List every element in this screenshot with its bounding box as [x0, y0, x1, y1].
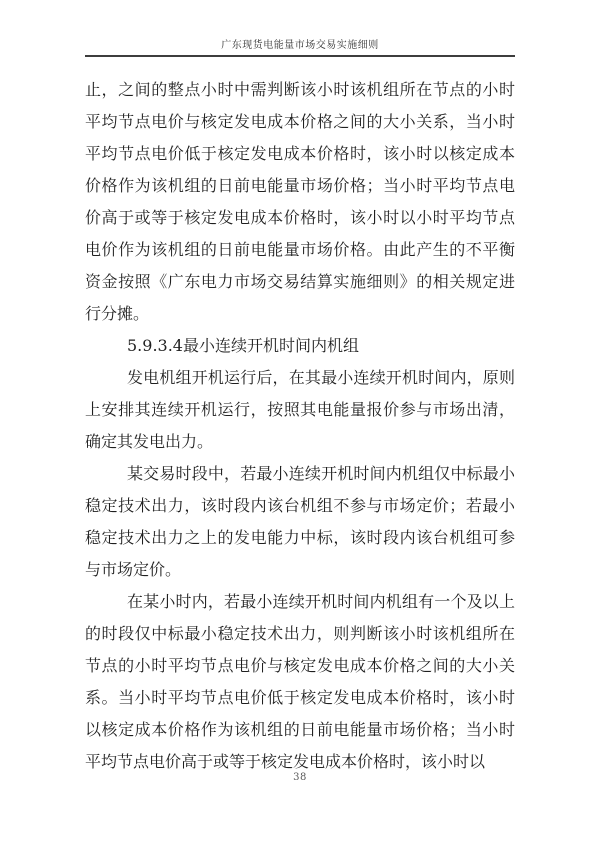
document-title: 广东现货电能量市场交易实施细则 [221, 40, 379, 51]
paragraph-continuation: 止，之间的整点小时中需判断该小时该机组所在节点的小时平均节点电价与核定发电成本价格之间的大小关系，当小时平均节点电价低于核定发电成本价格时，该小时以核定成本价格作为该机组的日前电能量市场价格；当小时平均节点电价高于或等于核定发电成本价格时，该小时以小时平均节点电价作为该机组的日前电能量市场价格。由此产生的不平衡资金按照《广东电力市场交易结算实施细则》的相关规定进行分摊。 [85, 80, 515, 323]
section-heading-5-9-3-4: 5.9.3.4最小连续开机时间内机组 [127, 336, 359, 355]
page-header [85, 0, 515, 57]
paragraph-min-runtime-1: 发电机组开机运行后，在其最小连续开机时间内，原则上安排其连续开机运行，按照其电能量报价参与市场出清，确定其发电出力。 [85, 368, 515, 451]
page-footer [0, 772, 600, 783]
header-divider [85, 55, 515, 57]
paragraph-min-runtime-2: 某交易时段中，若最小连续开机时间内机组仅中标最小稳定技术出力，该时段内该台机组不参与市场定价；若最小稳定技术出力之上的发电能力中标，该时段内该台机组可参与市场定价。 [85, 464, 515, 579]
document-body [85, 74, 515, 778]
page-number: 38 [293, 772, 307, 783]
paragraph-min-runtime-3: 在某小时内，若最小连续开机时间内机组有一个及以上的时段仅中标最小稳定技术出力，则判断该小时该机组所在节点的小时平均节点电价与核定发电成本价格之间的大小关系。当小时平均节点电价低于核定发电成本价格时，该小时以核定成本价格作为该机组的日前电能量市场价格；当小时平均节点电价高于或等于核定发电成本价格时，该小时以 [85, 592, 515, 771]
